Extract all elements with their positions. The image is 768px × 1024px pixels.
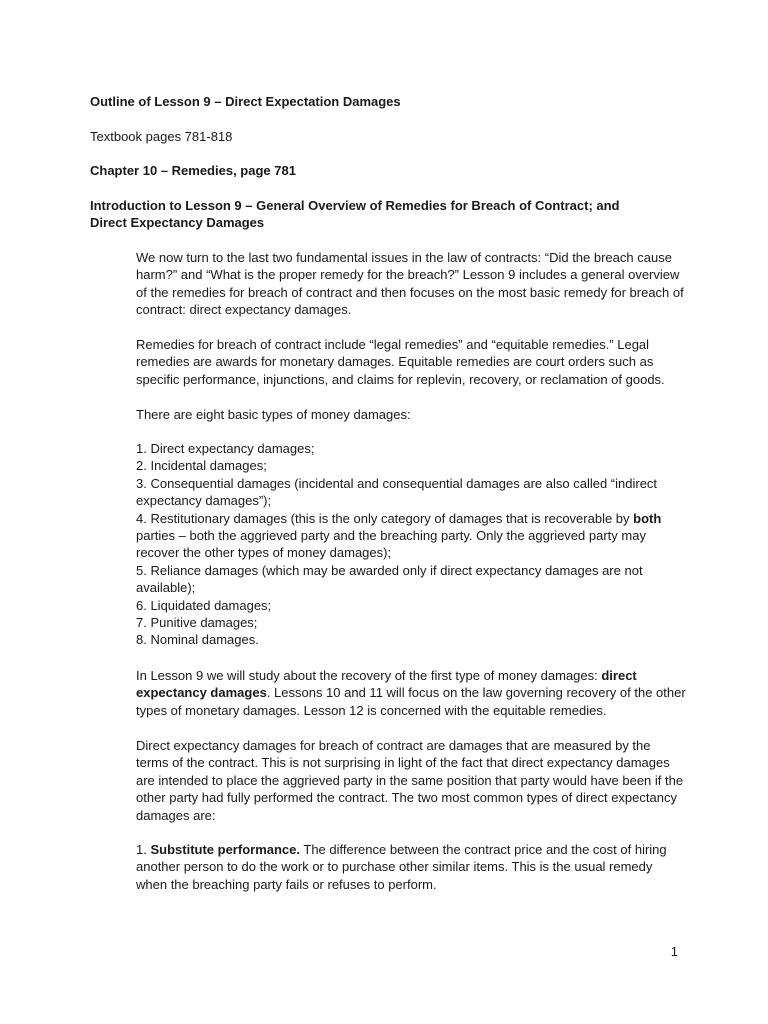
textbook-pages: Textbook pages 781-818 <box>90 129 233 144</box>
paragraph-2 <box>136 336 686 388</box>
paragraph-6-bold: Substitute performance. <box>150 842 300 857</box>
paragraph-3-text: There are eight basic types of money damages: <box>136 407 411 422</box>
chapter-heading: Chapter 10 – Remedies, page 781 <box>90 163 296 178</box>
paragraph-4-text-a: In Lesson 9 we will study about the recovery of the first type of money damages: <box>136 668 602 683</box>
paragraph-5-text: Direct expectancy damages for breach of contract are damages that are measured by the terms of the contract. This is not surprising in light of the fact that direct expectancy damages are intended to place the aggrieved party in the same position that party would have been if the other party had fully performed the contract. The two most common types of direct expectancy damages are: <box>136 738 684 823</box>
list-item <box>136 510 686 562</box>
list-item: 8. Nominal damages. <box>136 632 259 648</box>
paragraph-5 <box>136 737 686 824</box>
intro-heading: Introduction to Lesson 9 – General Overview of Remedies for Breach of Contract; and Direct Expectancy Damages <box>90 198 620 231</box>
damages-list <box>136 440 686 649</box>
list-item: 1. Direct expectancy damages; <box>136 441 315 456</box>
list-item: 3. Consequential damages (incidental and consequential damages are also called “indirect expectancy damages”); <box>136 475 658 509</box>
page-number: 1 <box>670 944 678 959</box>
paragraph-1 <box>136 249 686 319</box>
paragraph-6-num: 1. <box>136 842 151 857</box>
list-item-4-rest: parties – both the aggrieved party and the breaching party. Only the aggrieved party may recover the other types of money damages); <box>136 528 646 561</box>
list-item: 2. Incidental damages; <box>136 458 267 474</box>
list-item-4-text: 4. Restitutionary damages (this is the only category of damages that is recoverable by <box>136 510 634 526</box>
list-item: 6. Liquidated damages; <box>136 597 272 613</box>
paragraph-2-text: Remedies for breach of contract include “legal remedies” and “equitable remedies.” Legal remedies are awards for monetary damages. Equitable remedies are court orders such as specific performance, injunctions, and claims for replevin, recovery, or reclamation of goods. <box>136 337 665 387</box>
paragraph-1-text: We now turn to the last two fundamental issues in the law of contracts: “Did the breach cause harm?” and “What is the proper remedy for the breach?” Lesson 9 includes a general overview of the remedies for breach of contract and then focuses on the most basic remedy for breach of contract: direct expectancy damages. <box>136 250 684 318</box>
paragraph-6-text: The difference between the contract price and the cost of hiring another person to do the work or to purchase other similar items. This is the usual remedy when the breaching party fails or refuses to perform. <box>136 842 667 892</box>
list-item: 5. Reliance damages (which may be awarded only if direct expectancy damages are not available); <box>136 562 643 596</box>
paragraph-4 <box>136 667 686 719</box>
paragraph-4-bold: direct expectancy damages <box>136 668 637 701</box>
list-item: 7. Punitive damages; <box>136 615 258 631</box>
paragraph-3 <box>136 406 686 423</box>
document-title: Outline of Lesson 9 – Direct Expectation Damages <box>90 94 401 109</box>
list-item-4-bold: both <box>633 510 662 526</box>
paragraph-6 <box>136 841 686 893</box>
paragraph-4-text-b: . Lessons 10 and 11 will focus on the law governing recovery of the other types of monetary damages. Lesson 12 is concerned with the equitable remedies. <box>136 685 686 718</box>
